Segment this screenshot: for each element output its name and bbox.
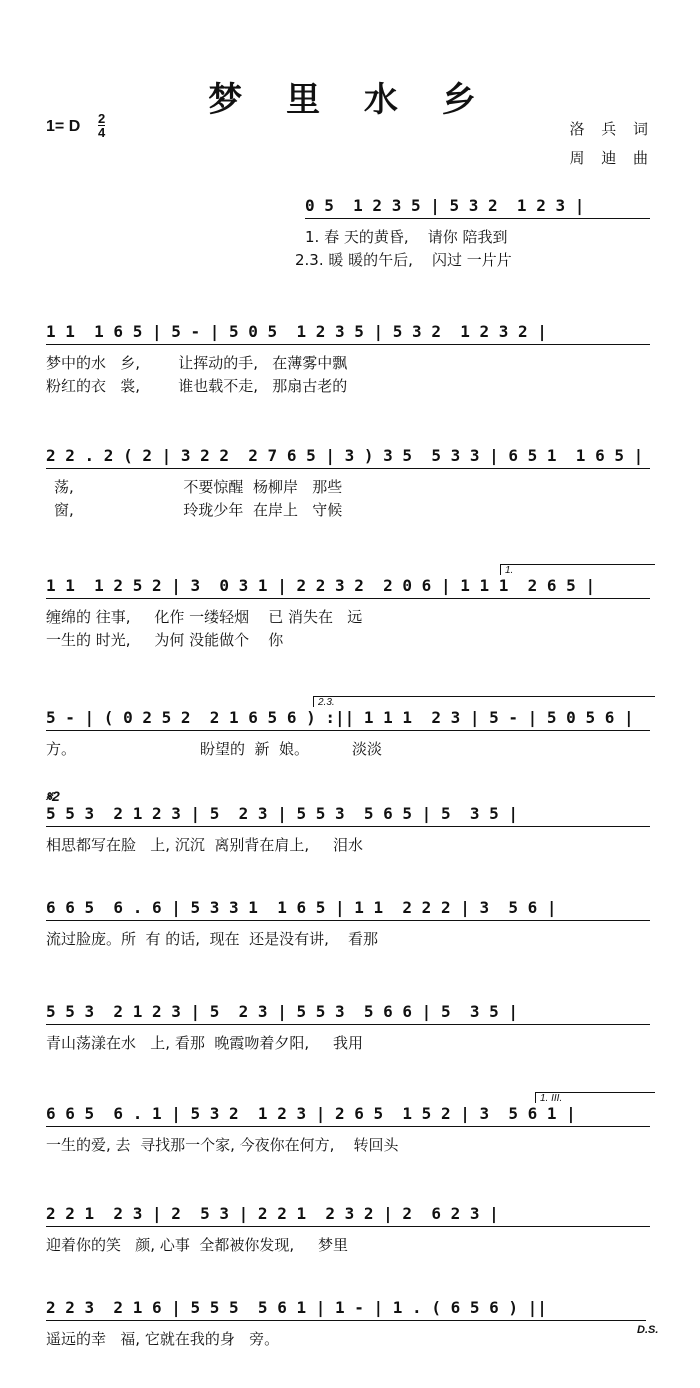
beam	[46, 598, 650, 599]
score-system-9	[0, 1093, 700, 1194]
dal-segno-mark: D.S.	[637, 1324, 659, 1336]
lyric-verse-1: 缠绵的 往事, 化作 一缕轻烟 已 消失在 远	[46, 608, 363, 626]
lyric-verse-1: 相思都写在脸 上, 沉沉 离别背在肩上, 泪水	[46, 836, 363, 854]
beam	[46, 920, 650, 921]
lyric-verse-2: 一生的 时光, 为何 没能做个 你	[46, 631, 284, 649]
score-system-6	[0, 788, 700, 894]
notation-line: 1 1 1 2 5 2 | 3 0 3 1 | 2 2 3 2 2 0 6 | 1 1 1 2 6 5 |	[46, 576, 596, 595]
score-system-3	[0, 446, 700, 536]
beam	[305, 218, 650, 219]
score-system-7	[0, 898, 700, 988]
beam	[46, 1226, 650, 1227]
notation-line: 5 - | ( 0 2 5 2 2 1 6 5 6 ) :|| 1 1 1 2 3 | 5 - | 5 0 5 6 |	[46, 708, 634, 727]
time-signature-top: 2	[98, 111, 106, 126]
beam	[46, 1024, 650, 1025]
lyric-verse-1: 1. 春 天的黄昏, 请你 陪我到	[305, 228, 508, 246]
notation-line: 5 5 3 2 1 2 3 | 5 2 3 | 5 5 3 5 6 6 | 5 3 5 |	[46, 1002, 519, 1021]
key-signature: 1= D	[46, 118, 81, 135]
credits	[569, 118, 654, 176]
score-system-8	[0, 1002, 700, 1092]
score-system-5	[0, 697, 700, 798]
second-ending-bracket: 2.3.	[313, 696, 655, 707]
notation-line: 0 5 1 2 3 5 | 5 3 2 1 2 3 |	[305, 196, 585, 215]
score-system-10	[0, 1204, 700, 1294]
beam	[46, 826, 650, 827]
notation-line: 1 1 1 6 5 | 5 - | 5 0 5 1 2 3 5 | 5 3 2 1 2 3 2 |	[46, 322, 547, 341]
beam	[46, 1126, 650, 1127]
lyricist-credit: 洛 兵 词	[569, 120, 654, 138]
song-title: 梦 里 水 乡	[208, 80, 492, 120]
score-system-1	[0, 196, 700, 286]
beam	[46, 468, 650, 469]
lyric-verse-2: 窗, 玲珑少年 在岸上 守候	[54, 501, 343, 519]
notation-line: 2 2 1 2 3 | 2 5 3 | 2 2 1 2 3 2 | 2 6 2 3 |	[46, 1204, 499, 1223]
lyric-verse-1: 方。 盼望的 新 娘。 淡淡	[46, 740, 382, 758]
segno-mark: 𝄋2	[46, 788, 60, 804]
lyric-verse-1: 荡, 不要惊醒 杨柳岸 那些	[54, 478, 343, 496]
composer-credit: 周 迪 曲	[569, 149, 654, 167]
lyric-verse-2: 2.3. 暖 暖的午后, 闪过 一片片	[295, 251, 512, 269]
notation-line: 2 2 . 2 ( 2 | 3 2 2 2 7 6 5 | 3 ) 3 5 5 3 3 | 6 5 1 1 6 5 |	[46, 446, 644, 465]
lyric-verse-1: 青山荡漾在水 上, 看那 晚霞吻着夕阳, 我用	[46, 1034, 363, 1052]
ending-bracket: 1. III.	[535, 1092, 655, 1103]
lyric-verse-2: 粉红的衣 裳, 谁也载不走, 那扇古老的	[46, 377, 348, 395]
lyric-verse-1: 遥远的幸 福, 它就在我的身 旁。	[46, 1330, 280, 1348]
lyric-verse-1: 梦中的水 乡, 让挥动的手, 在薄雾中飘	[46, 354, 348, 372]
score-system-2	[0, 322, 700, 412]
score-system-4	[0, 565, 700, 666]
time-signature-bottom: 4	[98, 125, 106, 140]
beam	[46, 1320, 646, 1321]
notation-line: 6 6 5 6 . 1 | 5 3 2 1 2 3 | 2 6 5 1 5 2 | 3 5 6 1 |	[46, 1104, 576, 1123]
lyric-verse-1: 一生的爱, 去 寻找那一个家, 今夜你在何方, 转回头	[46, 1136, 399, 1154]
first-ending-bracket: 1.	[500, 564, 655, 575]
beam	[46, 730, 650, 731]
notation-line: 2 2 3 2 1 6 | 5 5 5 5 6 1 | 1 - | 1 . ( 6 5 6 ) ||	[46, 1298, 547, 1317]
beam	[46, 344, 650, 345]
notation-line: 5 5 3 2 1 2 3 | 5 2 3 | 5 5 3 5 6 5 | 5 3 5 |	[46, 804, 519, 823]
time-signature	[98, 112, 105, 139]
lyric-verse-1: 流过脸庞。所 有 的话, 现在 还是没有讲, 看那	[46, 930, 378, 948]
lyric-verse-1: 迎着你的笑 颜, 心事 全都被你发现, 梦里	[46, 1236, 348, 1254]
notation-line: 6 6 5 6 . 6 | 5 3 3 1 1 6 5 | 1 1 2 2 2 | 3 5 6 |	[46, 898, 557, 917]
